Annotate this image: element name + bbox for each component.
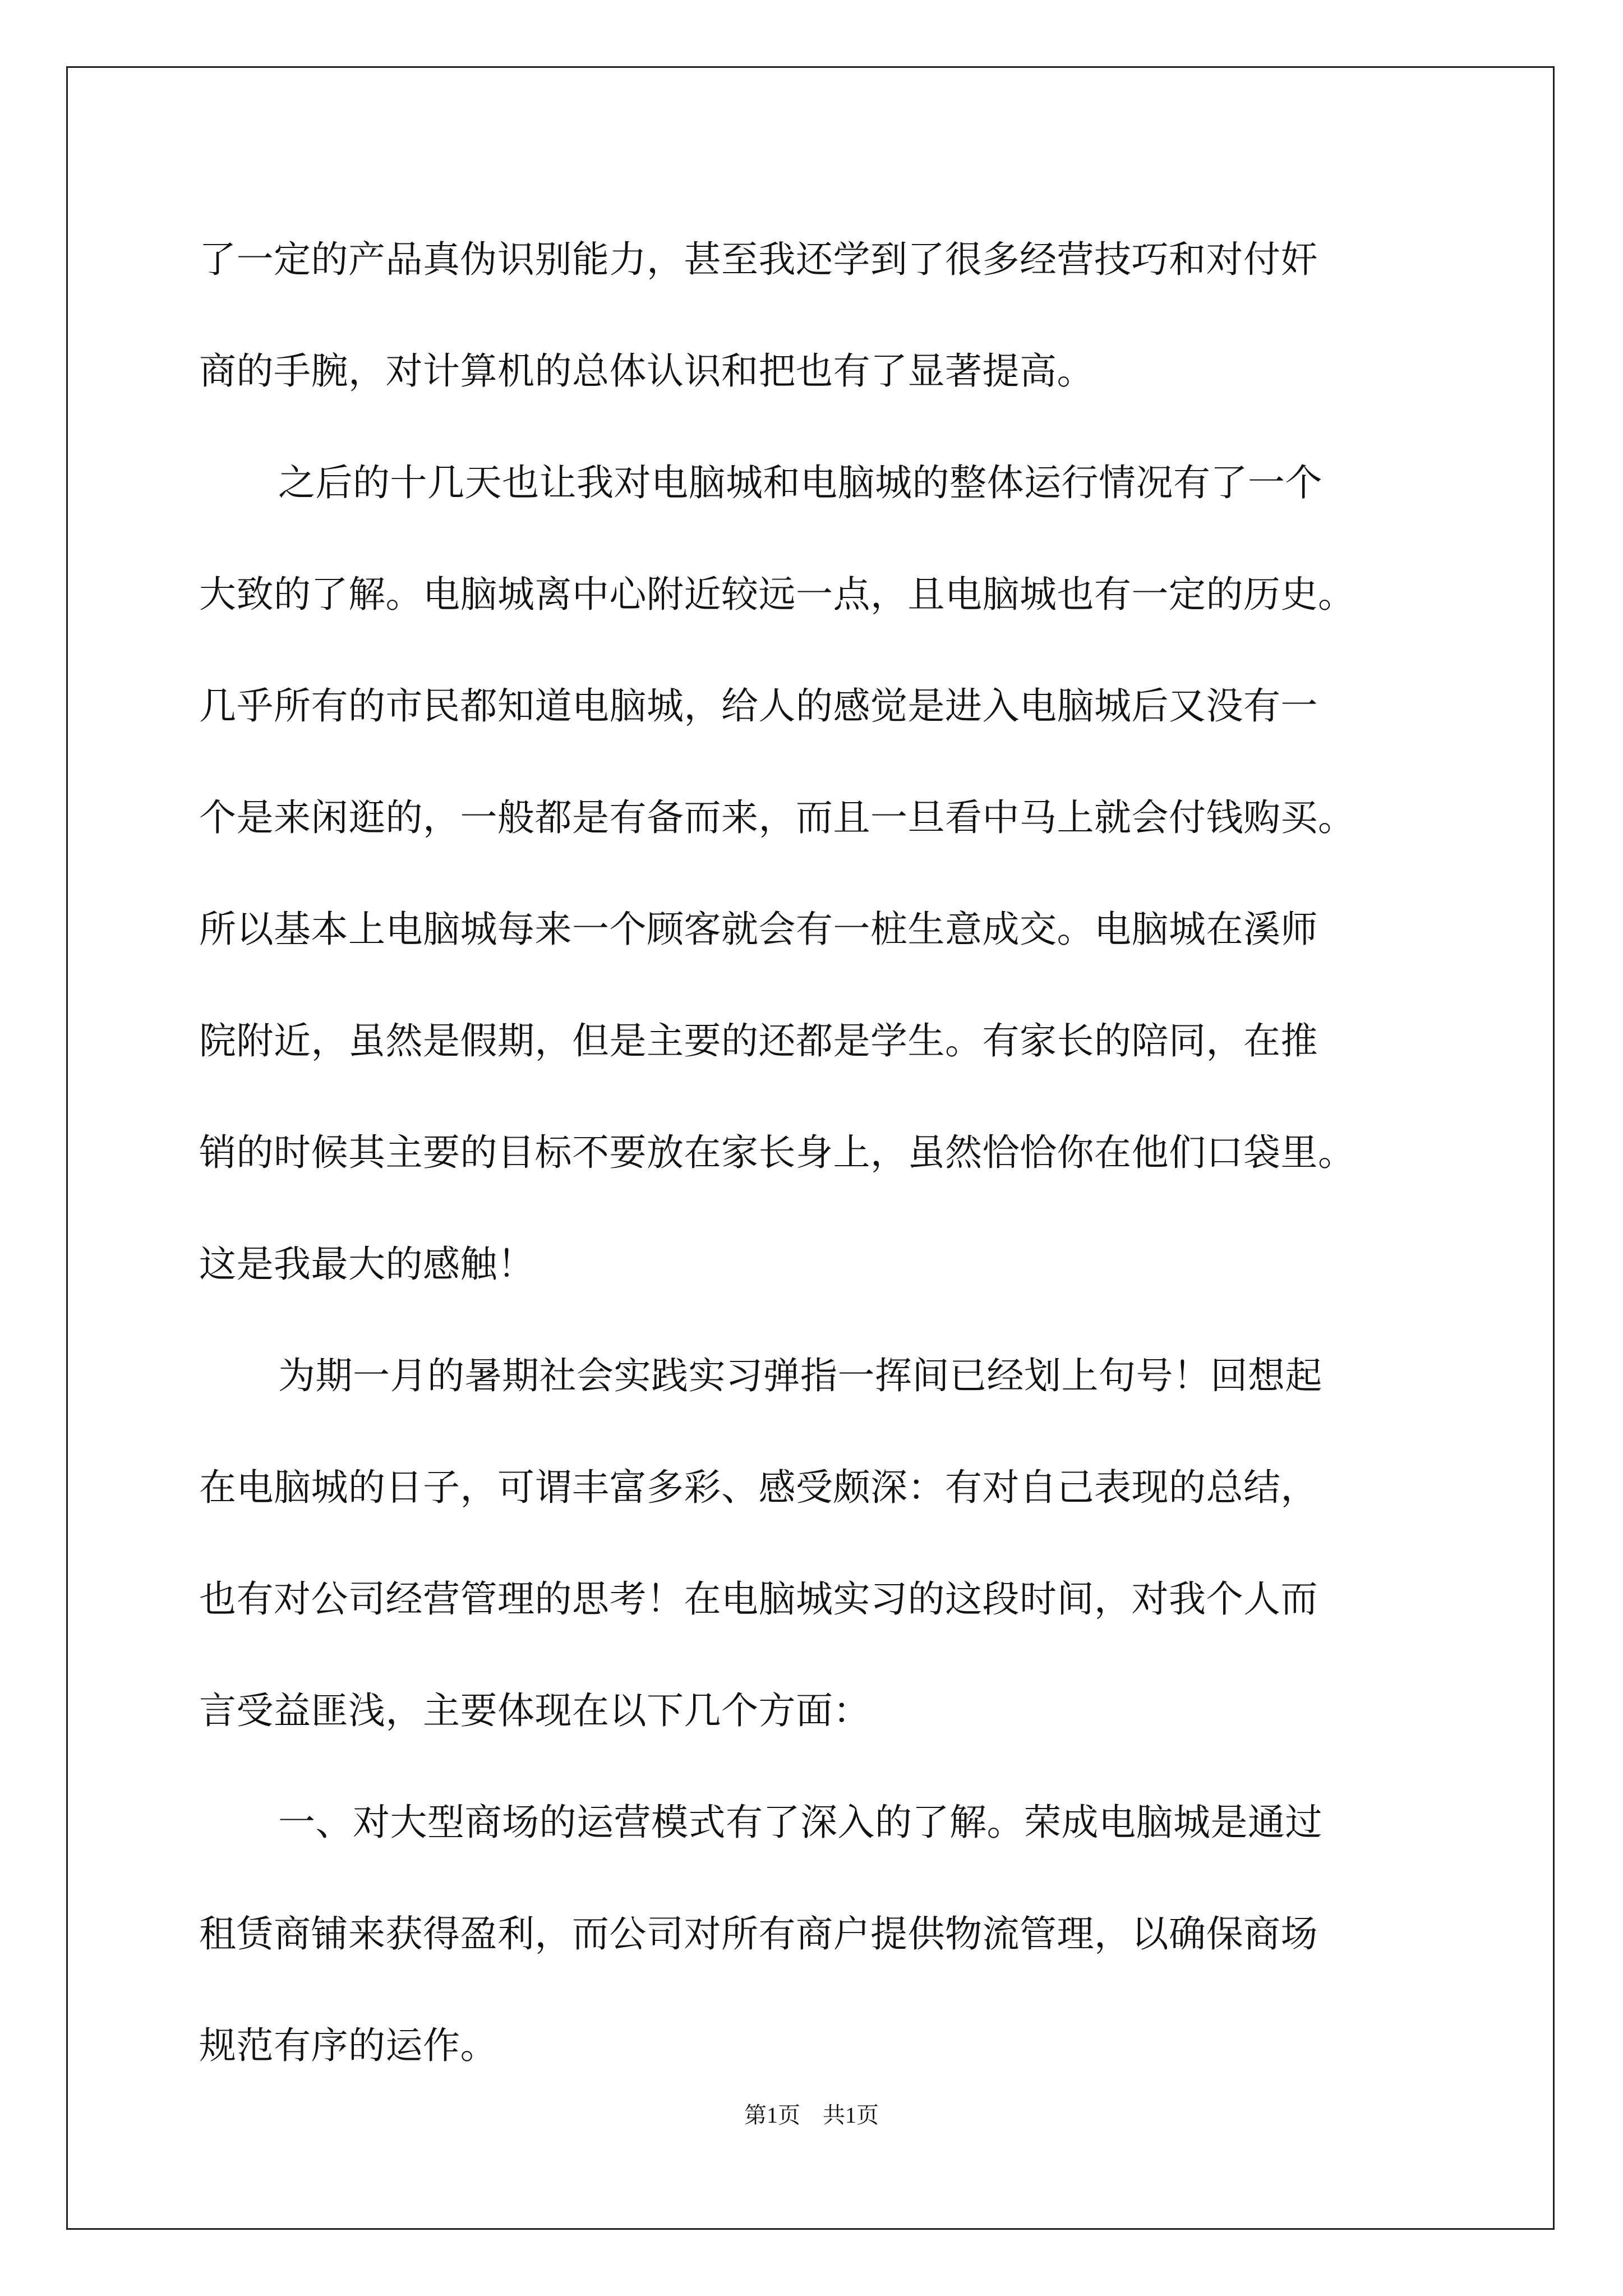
text-line: 在电脑城的日子，可谓丰富多彩、感受颇深：有对自己表现的总结， bbox=[199, 1466, 1318, 1509]
text-line: 这是我最大的感触！ bbox=[199, 1243, 535, 1286]
paragraph-start-line: 之后的十几天也让我对电脑城和电脑城的整体运行情况有了一个 bbox=[278, 461, 1322, 504]
document-body bbox=[199, 204, 1422, 2101]
text-line: 所以基本上电脑城每来一个顾客就会有一桩生意成交。电脑城在溪师 bbox=[199, 908, 1318, 951]
text-line: 商的手腕，对计算机的总体认识和把也有了显著提高。 bbox=[199, 349, 1094, 393]
text-line: 几乎所有的市民都知道电脑城，给人的感觉是进入电脑城后又没有一 bbox=[199, 684, 1318, 728]
text-line: 租赁商铺来获得盈利，而公司对所有商户提供物流管理，以确保商场 bbox=[199, 1912, 1318, 1955]
text-line: 院附近，虽然是假期，但是主要的还都是学生。有家长的陪同，在推 bbox=[199, 1019, 1318, 1062]
text-line: 销的时候其主要的目标不要放在家长身上，虽然恰恰你在他们口袋里。 bbox=[199, 1131, 1355, 1174]
page-number-footer: 第1页 共1页 bbox=[744, 2102, 879, 2128]
text-line: 也有对公司经营管理的思考！在电脑城实习的这段时间，对我个人而 bbox=[199, 1577, 1318, 1621]
text-line: 了一定的产品真伪识别能力，甚至我还学到了很多经营技巧和对付奸 bbox=[199, 238, 1318, 281]
text-line: 个是来闲逛的，一般都是有备而来，而且一旦看中马上就会付钱购买。 bbox=[199, 796, 1355, 839]
paragraph-start-line: 为期一月的暑期社会实践实习弹指一挥间已经划上句号！回想起 bbox=[278, 1354, 1322, 1397]
text-line: 言受益匪浅，主要体现在以下几个方面： bbox=[199, 1689, 870, 1732]
text-line: 大致的了解。电脑城离中心附近较远一点，且电脑城也有一定的历史。 bbox=[199, 573, 1355, 616]
text-line: 规范有序的运作。 bbox=[199, 2024, 497, 2067]
paragraph-start-line: 一、对大型商场的运营模式有了深入的了解。荣成电脑城是通过 bbox=[278, 1801, 1322, 1844]
